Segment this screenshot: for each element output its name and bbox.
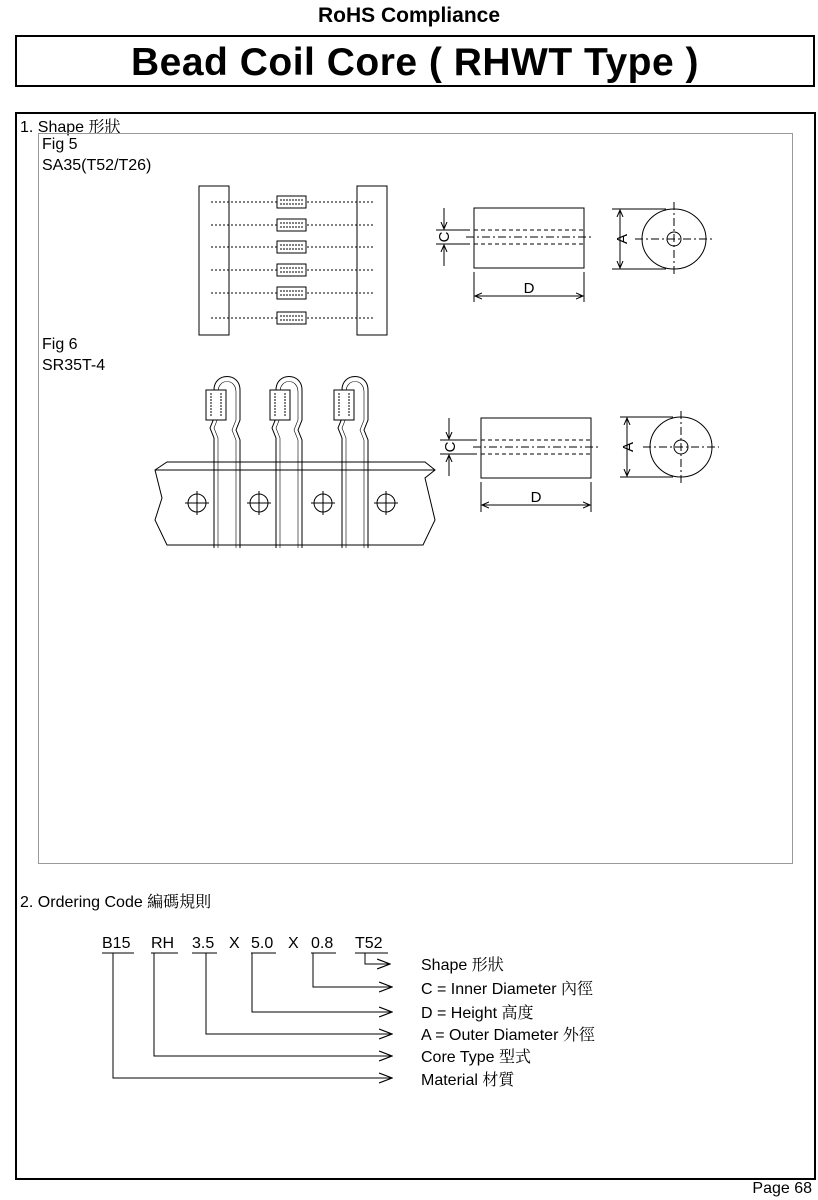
page-number: Page 68 — [752, 1180, 812, 1197]
fig5-core-side-view — [436, 208, 592, 302]
code-outer-diameter: 3.5 — [192, 935, 215, 952]
fig6-label: Fig 6 — [42, 336, 78, 353]
legend-outer-diameter: A = Outer Diameter 外徑 — [421, 1027, 595, 1044]
fig5-bead-row — [211, 312, 375, 324]
code-core-type: RH — [151, 935, 175, 952]
fig5-bead-row — [211, 287, 375, 299]
fig5-dim-a: A — [614, 233, 631, 245]
fig5-taped-beads-drawing — [199, 186, 387, 335]
code-shape: T52 — [355, 935, 383, 952]
fig6-sprocket-hole — [247, 491, 271, 515]
legend-core-type: Core Type 型式 — [421, 1049, 531, 1066]
fig6-sprocket-hole — [311, 491, 335, 515]
fig5-model: SA35(T52/T26) — [42, 157, 152, 174]
fig5-bead-row — [211, 196, 375, 208]
legend-material: Material 材質 — [421, 1072, 515, 1089]
code-separator: X — [229, 935, 240, 952]
fig5-dim-d: D — [523, 280, 535, 297]
rohs-compliance-label: RoHS Compliance — [317, 4, 501, 27]
fig6-dim-d: D — [530, 489, 542, 506]
fig6-core-side-view — [440, 418, 598, 512]
fig5-label: Fig 5 — [42, 136, 78, 153]
fig6-radial-beads-drawing — [155, 377, 435, 549]
fig5-bead-row — [211, 241, 375, 253]
ordering-code-diagram — [102, 935, 595, 1089]
code-height: 5.0 — [251, 935, 274, 952]
fig5-bead-row — [211, 219, 375, 231]
page-title: Bead Coil Core ( RHWT Type ) — [131, 41, 699, 84]
section-ordering-heading: 2. Ordering Code 編碼規則 — [20, 894, 212, 911]
fig6-dim-a: A — [620, 441, 637, 453]
code-inner-diameter: 0.8 — [311, 935, 334, 952]
fig5-dim-c: C — [436, 231, 453, 243]
fig5-bead-row — [211, 264, 375, 276]
legend-height: D = Height 高度 — [421, 1005, 534, 1022]
code-separator: X — [288, 935, 299, 952]
fig6-sprocket-hole — [185, 491, 209, 515]
fig6-sprocket-hole — [374, 491, 398, 515]
section-shape-heading: 1. Shape 形狀 — [20, 119, 121, 136]
fig6-model: SR35T-4 — [42, 357, 106, 374]
legend-shape: Shape 形狀 — [421, 957, 504, 974]
code-material: B15 — [102, 935, 131, 952]
fig6-dim-c: C — [442, 441, 459, 453]
legend-inner-diameter: C = Inner Diameter 內徑 — [421, 981, 594, 998]
